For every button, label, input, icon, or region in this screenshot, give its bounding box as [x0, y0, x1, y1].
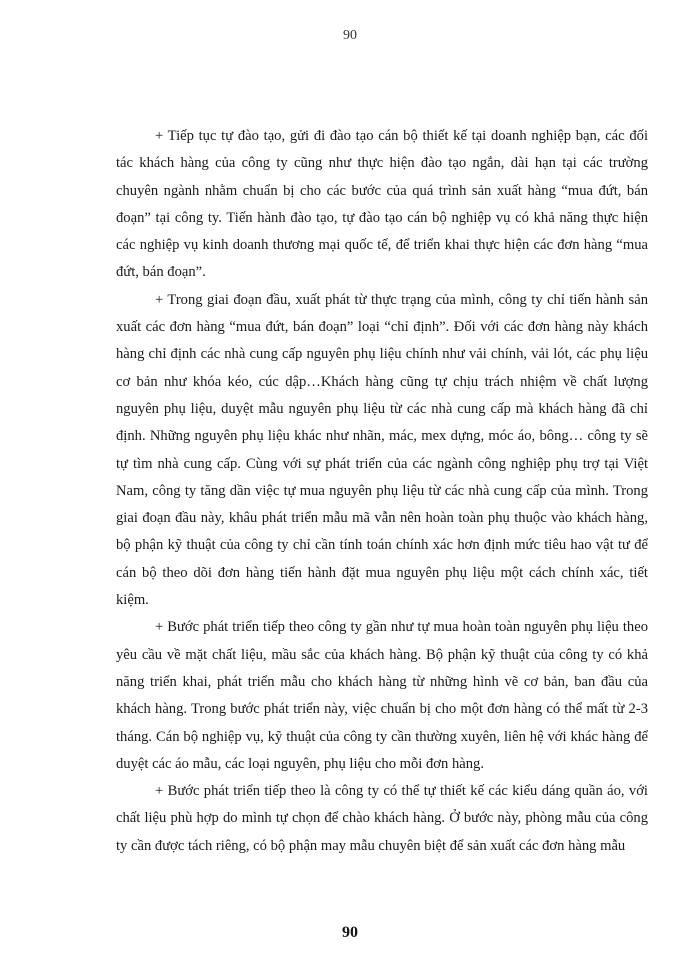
document-body — [116, 123, 648, 860]
paragraph-next-step: + Bước phát triển tiếp theo công ty gần như tự mua hoàn toàn nguyên phụ liệu theo yêu cầu về mặt chất liệu, mầu sắc của khách hàng. Bộ phận kỹ thuật của công ty có khả năng triển khai, phát triển mẫu cho khách hàng từ những hình vẽ cơ bản, ban đầu của khách hàng. Trong bước phát triển này, việc chuẩn bị cho một đơn hàng có thể mất từ 2-3 tháng. Cán bộ nghiệp vụ, kỹ thuật của công ty cần thường xuyên, liên hệ với khác hàng để duyệt các áo mẫu, các loại nguyên, phụ liệu cho mỗi đơn hàng. — [116, 619, 648, 772]
page-number-bottom: 90 — [342, 924, 358, 941]
paragraph-design-step: + Bước phát triển tiếp theo là công ty có thể tự thiết kế các kiểu dáng quần áo, với chất liệu phù hợp do mình tự chọn để chào khách hàng. Ở bước này, phòng mẫu của công ty cần được tách riêng, có bộ phận may mẫu chuyên biệt để sản xuất các đơn hàng mẫu — [116, 783, 648, 854]
paragraph-initial-stage: + Trong giai đoạn đầu, xuất phát từ thực trạng của mình, công ty chỉ tiến hành sản xuất các đơn hàng “mua đứt, bán đoạn” loại “chỉ định”. Đối với các đơn hàng này khách hàng chỉ định các nhà cung cấp nguyên phụ liệu chính như vải chính, vải lót, các phụ liệu cơ bản như khóa kéo, cúc dập…Khách hàng cũng tự chịu trách nhiệm về chất lượng nguyên phụ liệu, duyệt mẫu nguyên phụ liệu từ các nhà cung cấp mà khách hàng đã chỉ định. Những nguyên phụ liệu khác như nhãn, mác, mex dựng, móc áo, bông… công ty sẽ tự tìm nhà cung cấp. Cùng với sự phát triển của các ngành công nghiệp phụ trợ tại Việt Nam, công ty tăng dần việc tự mua nguyên phụ liệu từ các nhà cung cấp của mình. Trong giai đoạn đầu này, khâu phát triển mẫu mã vẫn nên hoàn toàn phụ thuộc vào khách hàng, bộ phận kỹ thuật của công ty chỉ cần tính toán chính xác hơn định mức tiêu hao vật tư để cán bộ theo dõi đơn hàng tiến hành đặt mua nguyên phụ liệu một cách chính xác, tiết kiệm. — [116, 291, 648, 609]
page-number-top: 90 — [343, 28, 357, 43]
paragraph-training: + Tiếp tục tự đào tạo, gửi đi đào tạo cán bộ thiết kế tại doanh nghiệp bạn, các đối tác khách hàng của công ty cũng như thực hiện đào tạo ngắn, dài hạn tại các trường chuyên ngành nhằm chuẩn bị cho các bước của quá trình sản xuất hàng “mua đứt, bán đoạn” tại công ty. Tiến hành đào tạo, tự đào tạo cán bộ nghiệp vụ có khả năng thực hiện các nghiệp vụ kinh doanh thương mại quốc tế, để triển khai thực hiện các đơn hàng “mua đứt, bán đoạn”. — [116, 128, 648, 281]
